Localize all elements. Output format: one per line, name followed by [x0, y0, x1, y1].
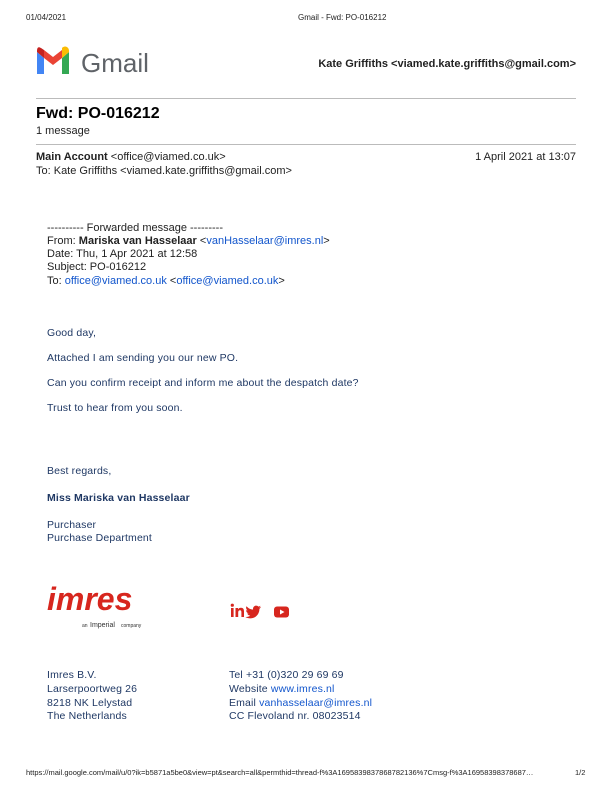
website-link[interactable]: www.imres.nl [270, 683, 335, 695]
print-url: https://mail.google.com/mail/u/0?ik=b5871a5be0&view=pt&search=all&permthid=thread-f%3A1695839837868782136%7Cmsg-f%3A16958398378687… [26, 768, 534, 777]
body-line: Trust to hear from you soon. [47, 402, 183, 414]
thread-subject: Fwd: PO-016212 [36, 105, 160, 122]
from-name: Mariska van Hasselaar [78, 235, 197, 247]
body-line: Can you confirm receipt and inform me about the despatch date? [47, 377, 359, 389]
signer-role: Purchaser [47, 519, 97, 531]
to-email-bracket-close: > [278, 275, 285, 287]
divider [36, 144, 576, 145]
print-date: 01/04/2021 [26, 13, 67, 22]
account-name: Kate Griffiths <viamed.kate.griffiths@gmail.com> [318, 58, 576, 70]
forwarded-separator: ---------- Forwarded message --------- [47, 222, 223, 234]
imres-tagline-brand: Imperial [90, 622, 115, 629]
message-count: 1 message [36, 125, 90, 137]
contact-tel: Tel +31 (0)320 29 69 69 [229, 669, 344, 681]
forwarded-date: Date: Thu, 1 Apr 2021 at 12:58 [47, 248, 198, 260]
social-icons [230, 603, 292, 619]
address-country: The Netherlands [47, 710, 127, 722]
sender [36, 151, 226, 163]
sender-name: Main Account [36, 151, 108, 163]
recipient: To: Kate Griffiths <viamed.kate.griffiths@gmail.com> [36, 165, 292, 177]
to-email-bracket: < [169, 275, 177, 287]
gmail-wordmark: Gmail [81, 48, 149, 78]
closing: Best regards, [47, 465, 112, 477]
address-city: 8218 NK Lelystad [47, 697, 133, 709]
forwarded-to [47, 275, 285, 287]
signer-name: Miss Mariska van Hasselaar [47, 492, 190, 504]
imres-tagline-pre: an [82, 623, 88, 629]
to-email-link[interactable]: office@viamed.co.uk [64, 275, 167, 287]
website-label: Website [229, 683, 268, 695]
to-email-link-2[interactable]: office@viamed.co.uk [176, 275, 279, 287]
body-line: Attached I am sending you our new PO. [47, 352, 239, 364]
contact-cc: CC Flevoland nr. 08023514 [229, 710, 361, 722]
from-email-link[interactable]: vanHasselaar@imres.nl [206, 235, 324, 247]
to-label: To: [47, 275, 62, 287]
imres-wordmark: imres [47, 581, 133, 617]
gmail-logo [35, 46, 155, 82]
signer-department: Purchase Department [47, 532, 152, 544]
from-email-bracket: < [199, 235, 207, 247]
page-number: 1/2 [575, 768, 586, 777]
from-label: From: [47, 235, 76, 247]
from-email-bracket-close: > [323, 235, 330, 247]
contact-website [229, 683, 335, 695]
email-link[interactable]: vanhasselaar@imres.nl [259, 697, 373, 709]
sender-email: <office@viamed.co.uk> [110, 151, 226, 163]
forwarded-from [47, 235, 330, 247]
message-date: 1 April 2021 at 13:07 [475, 151, 576, 163]
contact-email [229, 697, 372, 709]
address-company: Imres B.V. [47, 669, 97, 681]
linkedin-icon[interactable] [231, 604, 244, 617]
email-label: Email [229, 697, 257, 709]
divider [36, 98, 576, 99]
imres-tagline-post: company [121, 623, 142, 629]
address-street: Larserpoortweg 26 [47, 683, 138, 695]
print-title: Gmail - Fwd: PO-016212 [298, 13, 387, 22]
forwarded-subject: Subject: PO-016212 [47, 261, 147, 273]
twitter-icon[interactable] [245, 606, 261, 619]
gmail-m-icon [35, 46, 71, 76]
imres-logo [45, 580, 155, 630]
youtube-icon[interactable] [274, 607, 289, 618]
greeting: Good day, [47, 327, 97, 339]
